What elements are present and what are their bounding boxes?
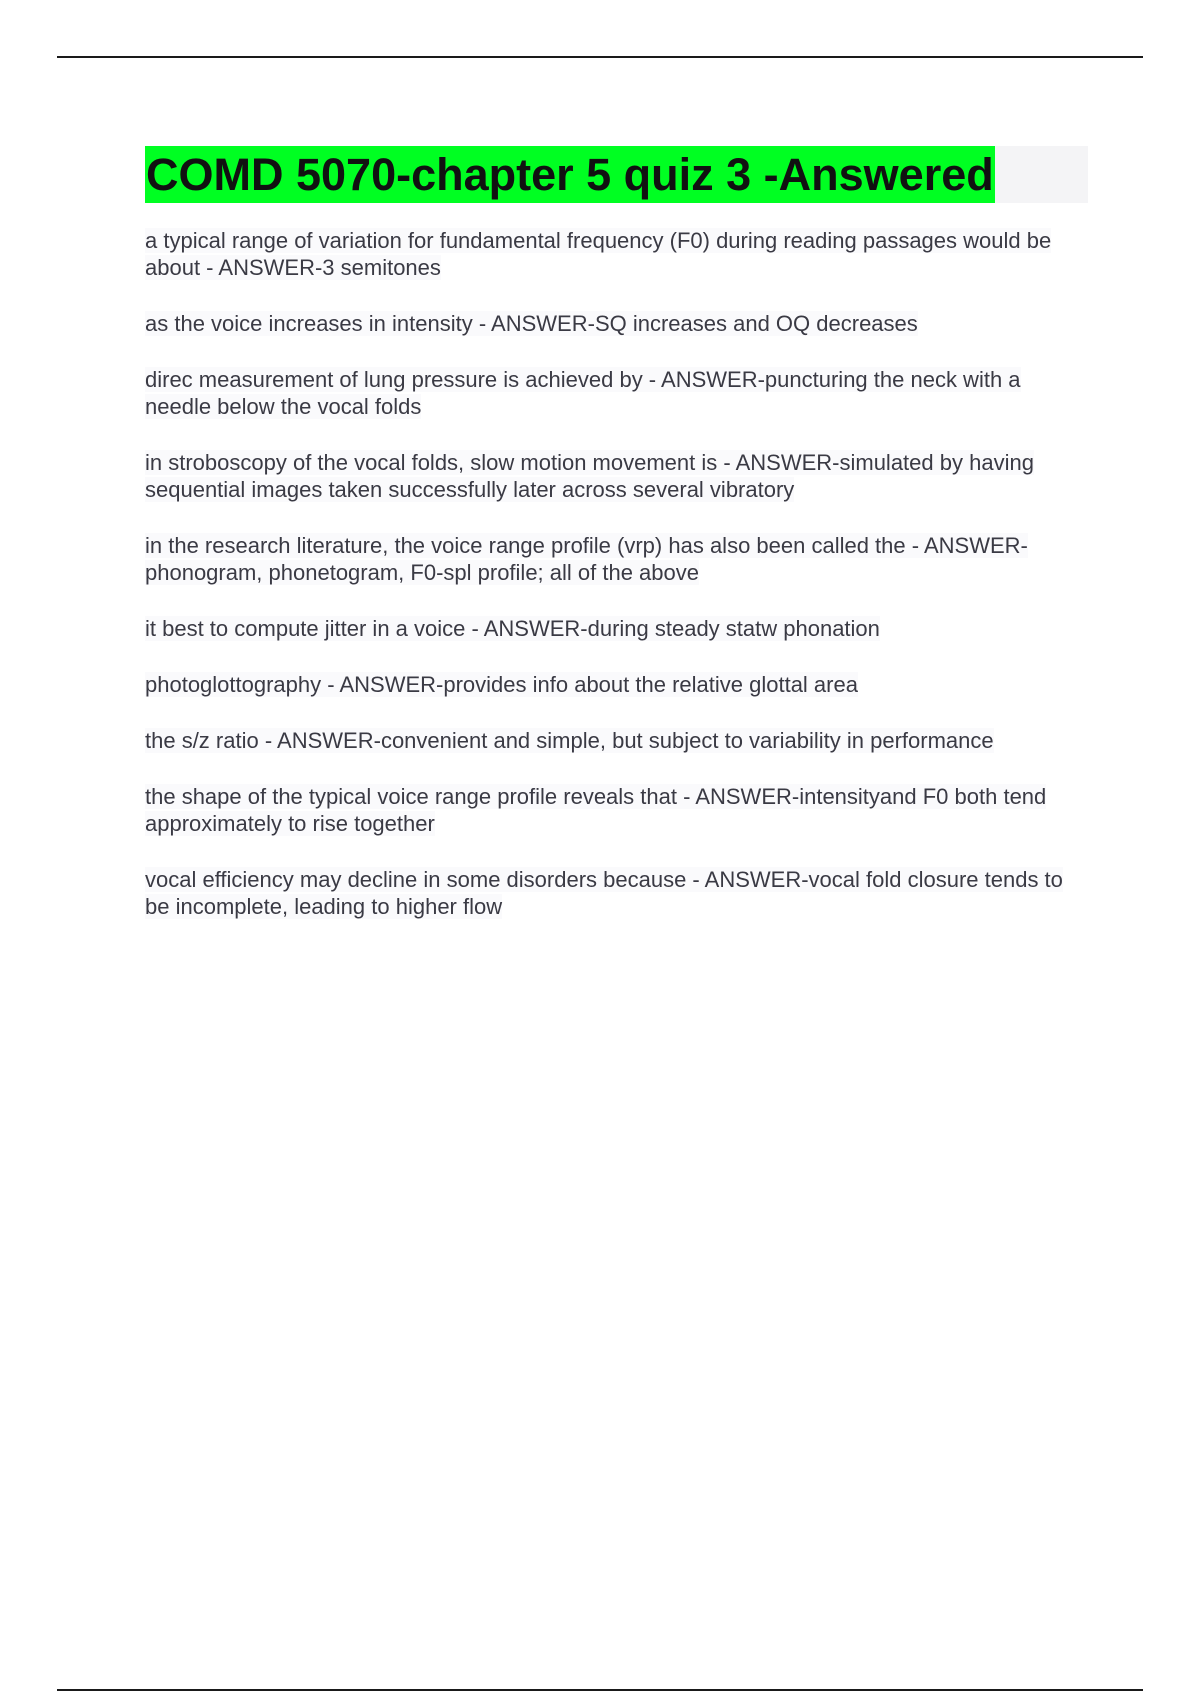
qa-item-5 [145,532,1090,586]
qa-item-3 [145,366,1090,420]
qa-item-4 [145,449,1090,503]
qa-text: a typical range of variation for fundamental frequency (F0) during reading passages would be about - ANSWER-3 semitones [145,228,1052,280]
qa-text: in stroboscopy of the vocal folds, slow motion movement is - ANSWER-simulated by having sequential images taken successfully later across several vibratory [145,450,1034,502]
document-body [145,146,1090,949]
qa-text: in the research literature, the voice range profile (vrp) has also been called the - ANSWER-phonogram, phonetogram, F0-spl profile; all of the above [145,533,1028,585]
qa-text: the s/z ratio - ANSWER-convenient and simple, but subject to variability in performance [145,728,994,753]
qa-item-8 [145,727,1090,754]
title-block [145,146,1090,203]
qa-text: it best to compute jitter in a voice - ANSWER-during steady statw phonation [145,616,880,641]
qa-item-6 [145,615,1090,642]
document-title: COMD 5070-chapter 5 quiz 3 -Answered [145,146,995,203]
qa-item-1 [145,227,1090,281]
top-rule [57,56,1143,58]
qa-text: the shape of the typical voice range profile reveals that - ANSWER-intensityand F0 both tend approximately to rise together [145,784,1047,836]
bottom-rule [57,1689,1143,1691]
qa-text: as the voice increases in intensity - ANSWER-SQ increases and OQ decreases [145,311,918,336]
qa-item-9 [145,783,1090,837]
qa-item-10 [145,866,1090,920]
qa-item-2 [145,310,1090,337]
qa-text: direc measurement of lung pressure is achieved by - ANSWER-puncturing the neck with a needle below the vocal folds [145,367,1021,419]
qa-text: photoglottography - ANSWER-provides info about the relative glottal area [145,672,858,697]
qa-list [145,227,1090,920]
qa-item-7 [145,671,1090,698]
qa-text: vocal efficiency may decline in some disorders because - ANSWER-vocal fold closure tends to be incomplete, leading to higher flow [145,867,1063,919]
